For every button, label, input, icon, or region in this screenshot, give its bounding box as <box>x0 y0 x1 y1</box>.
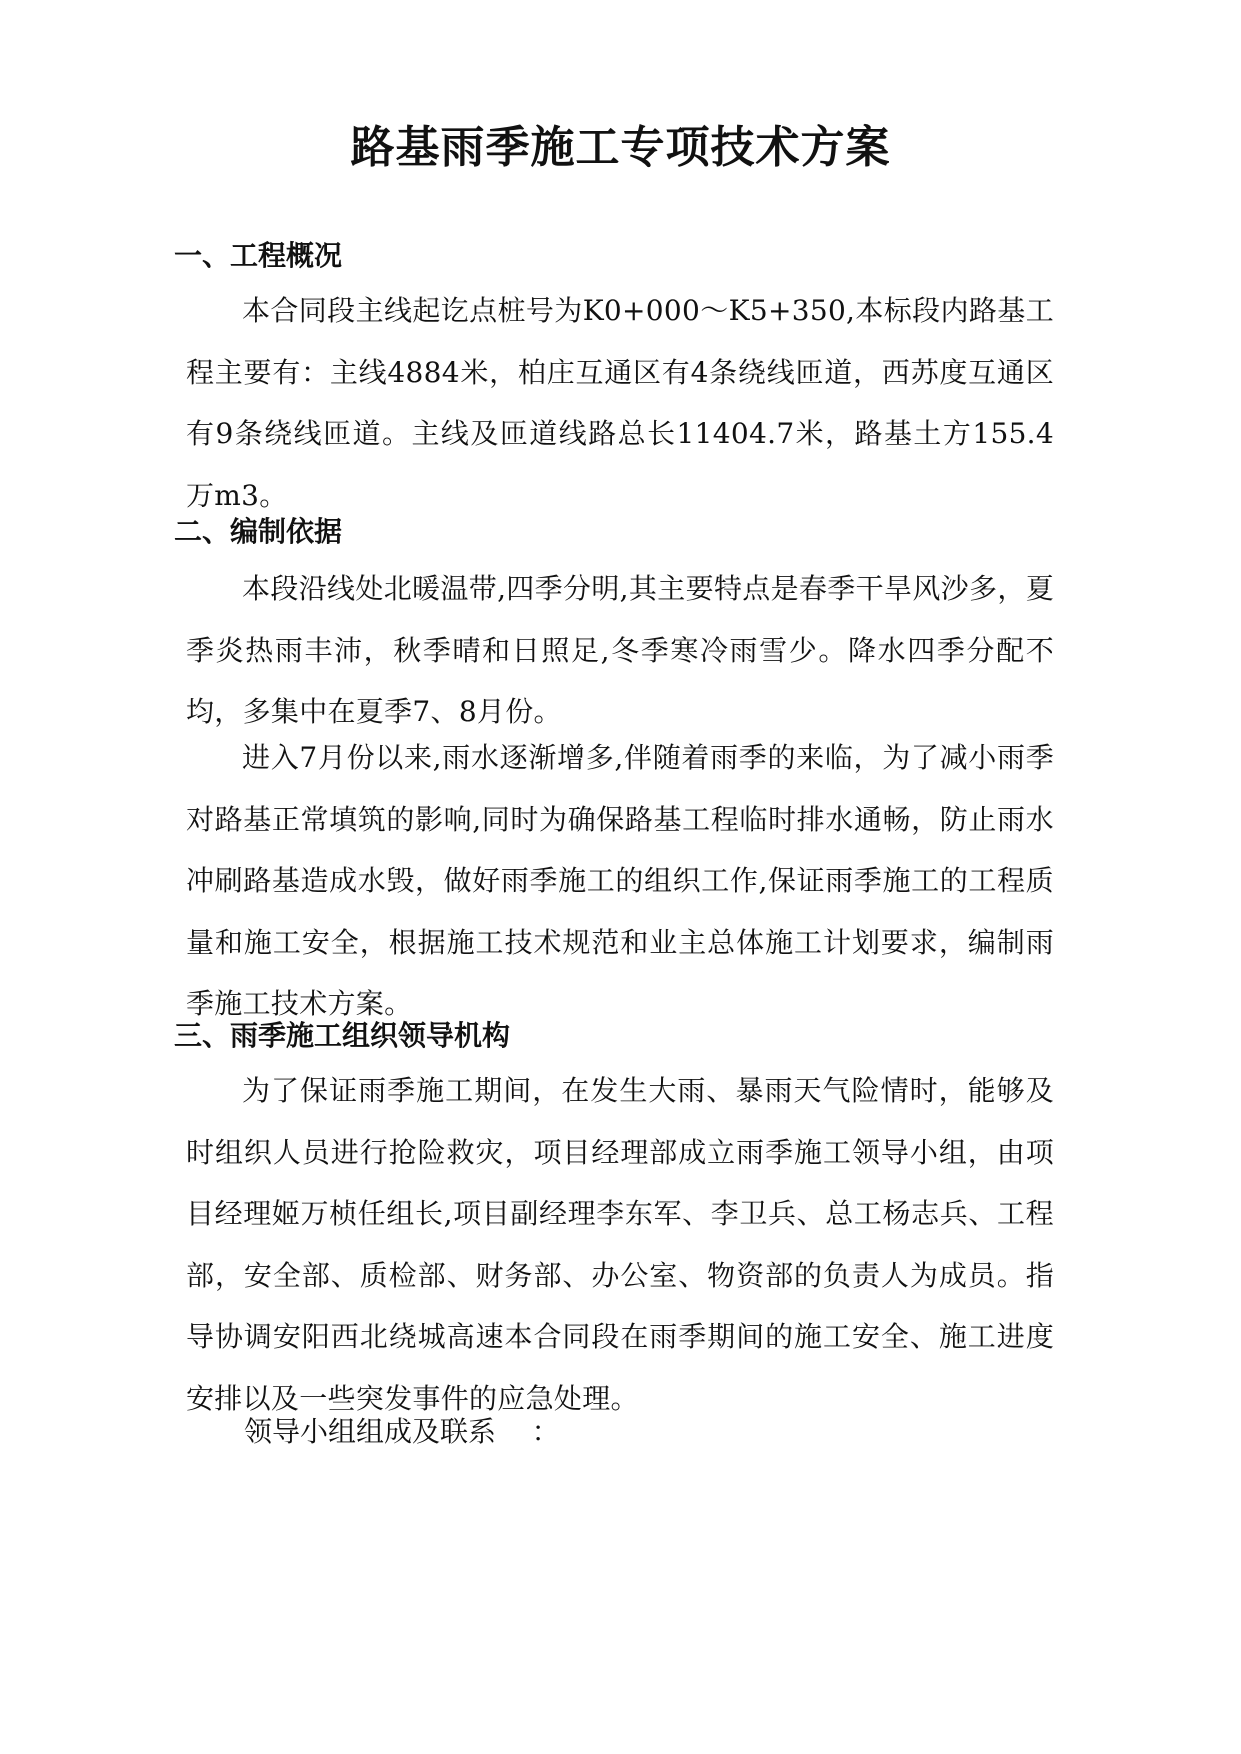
section-heading-overview: 一、工程概况 <box>174 239 343 272</box>
organization-paragraph: 为了保证雨季施工期间，在发生大雨、暴雨天气险情时，能够及时组织人员进行抢险救灾，项目经理部成立雨季施工领导小组，由项目经理姬万桢任组长,项目副经理李东军、李卫兵、总工杨志兵、工程部，安全部、质检部、财务部、办公室、物资部的负责人为成员。指导协调安阳西北绕城高速本合同段在雨季期间的施工安全、施工进度安排以及一些突发事件的应急处理。 <box>186 1074 1054 1415</box>
section-heading-organization: 三、雨季施工组织领导机构 <box>174 1019 511 1052</box>
basis-paragraph-purpose: 进入7月份以来,雨水逐渐增多,伴随着雨季的来临，为了减小雨季对路基正常填筑的影响,同时为确保路基工程临时排水通畅，防止雨水冲刷路基造成水毁，做好雨季施工的组织工作,保证雨季施工的工程质量和施工安全，根据施工技术规范和业主总体施工计划要求，编制雨季施工技术方案。 <box>186 741 1054 1020</box>
document-title: 路基雨季施工专项技术方案 <box>350 122 891 173</box>
basis-paragraph-climate: 本段沿线处北暖温带,四季分明,其主要特点是春季干旱风沙多，夏季炎热雨丰沛，秋季晴和日照足,冬季寒冷雨雪少。降水四季分配不均，多集中在夏季7、8月份。 <box>186 572 1054 728</box>
leadership-contact-line: 领导小组组成及联系 ： <box>244 1415 560 1448</box>
overview-paragraph: 本合同段主线起讫点桩号为K0+000～K5+350,本标段内路基工程主要有：主线4884米，柏庄互通区有4条绕线匝道，西苏度互通区有9条绕线匝道。主线及匝道线路总长11404.7米，路基土方155.4万m3。 <box>186 294 1054 512</box>
section-heading-basis: 二、编制依据 <box>174 515 343 548</box>
